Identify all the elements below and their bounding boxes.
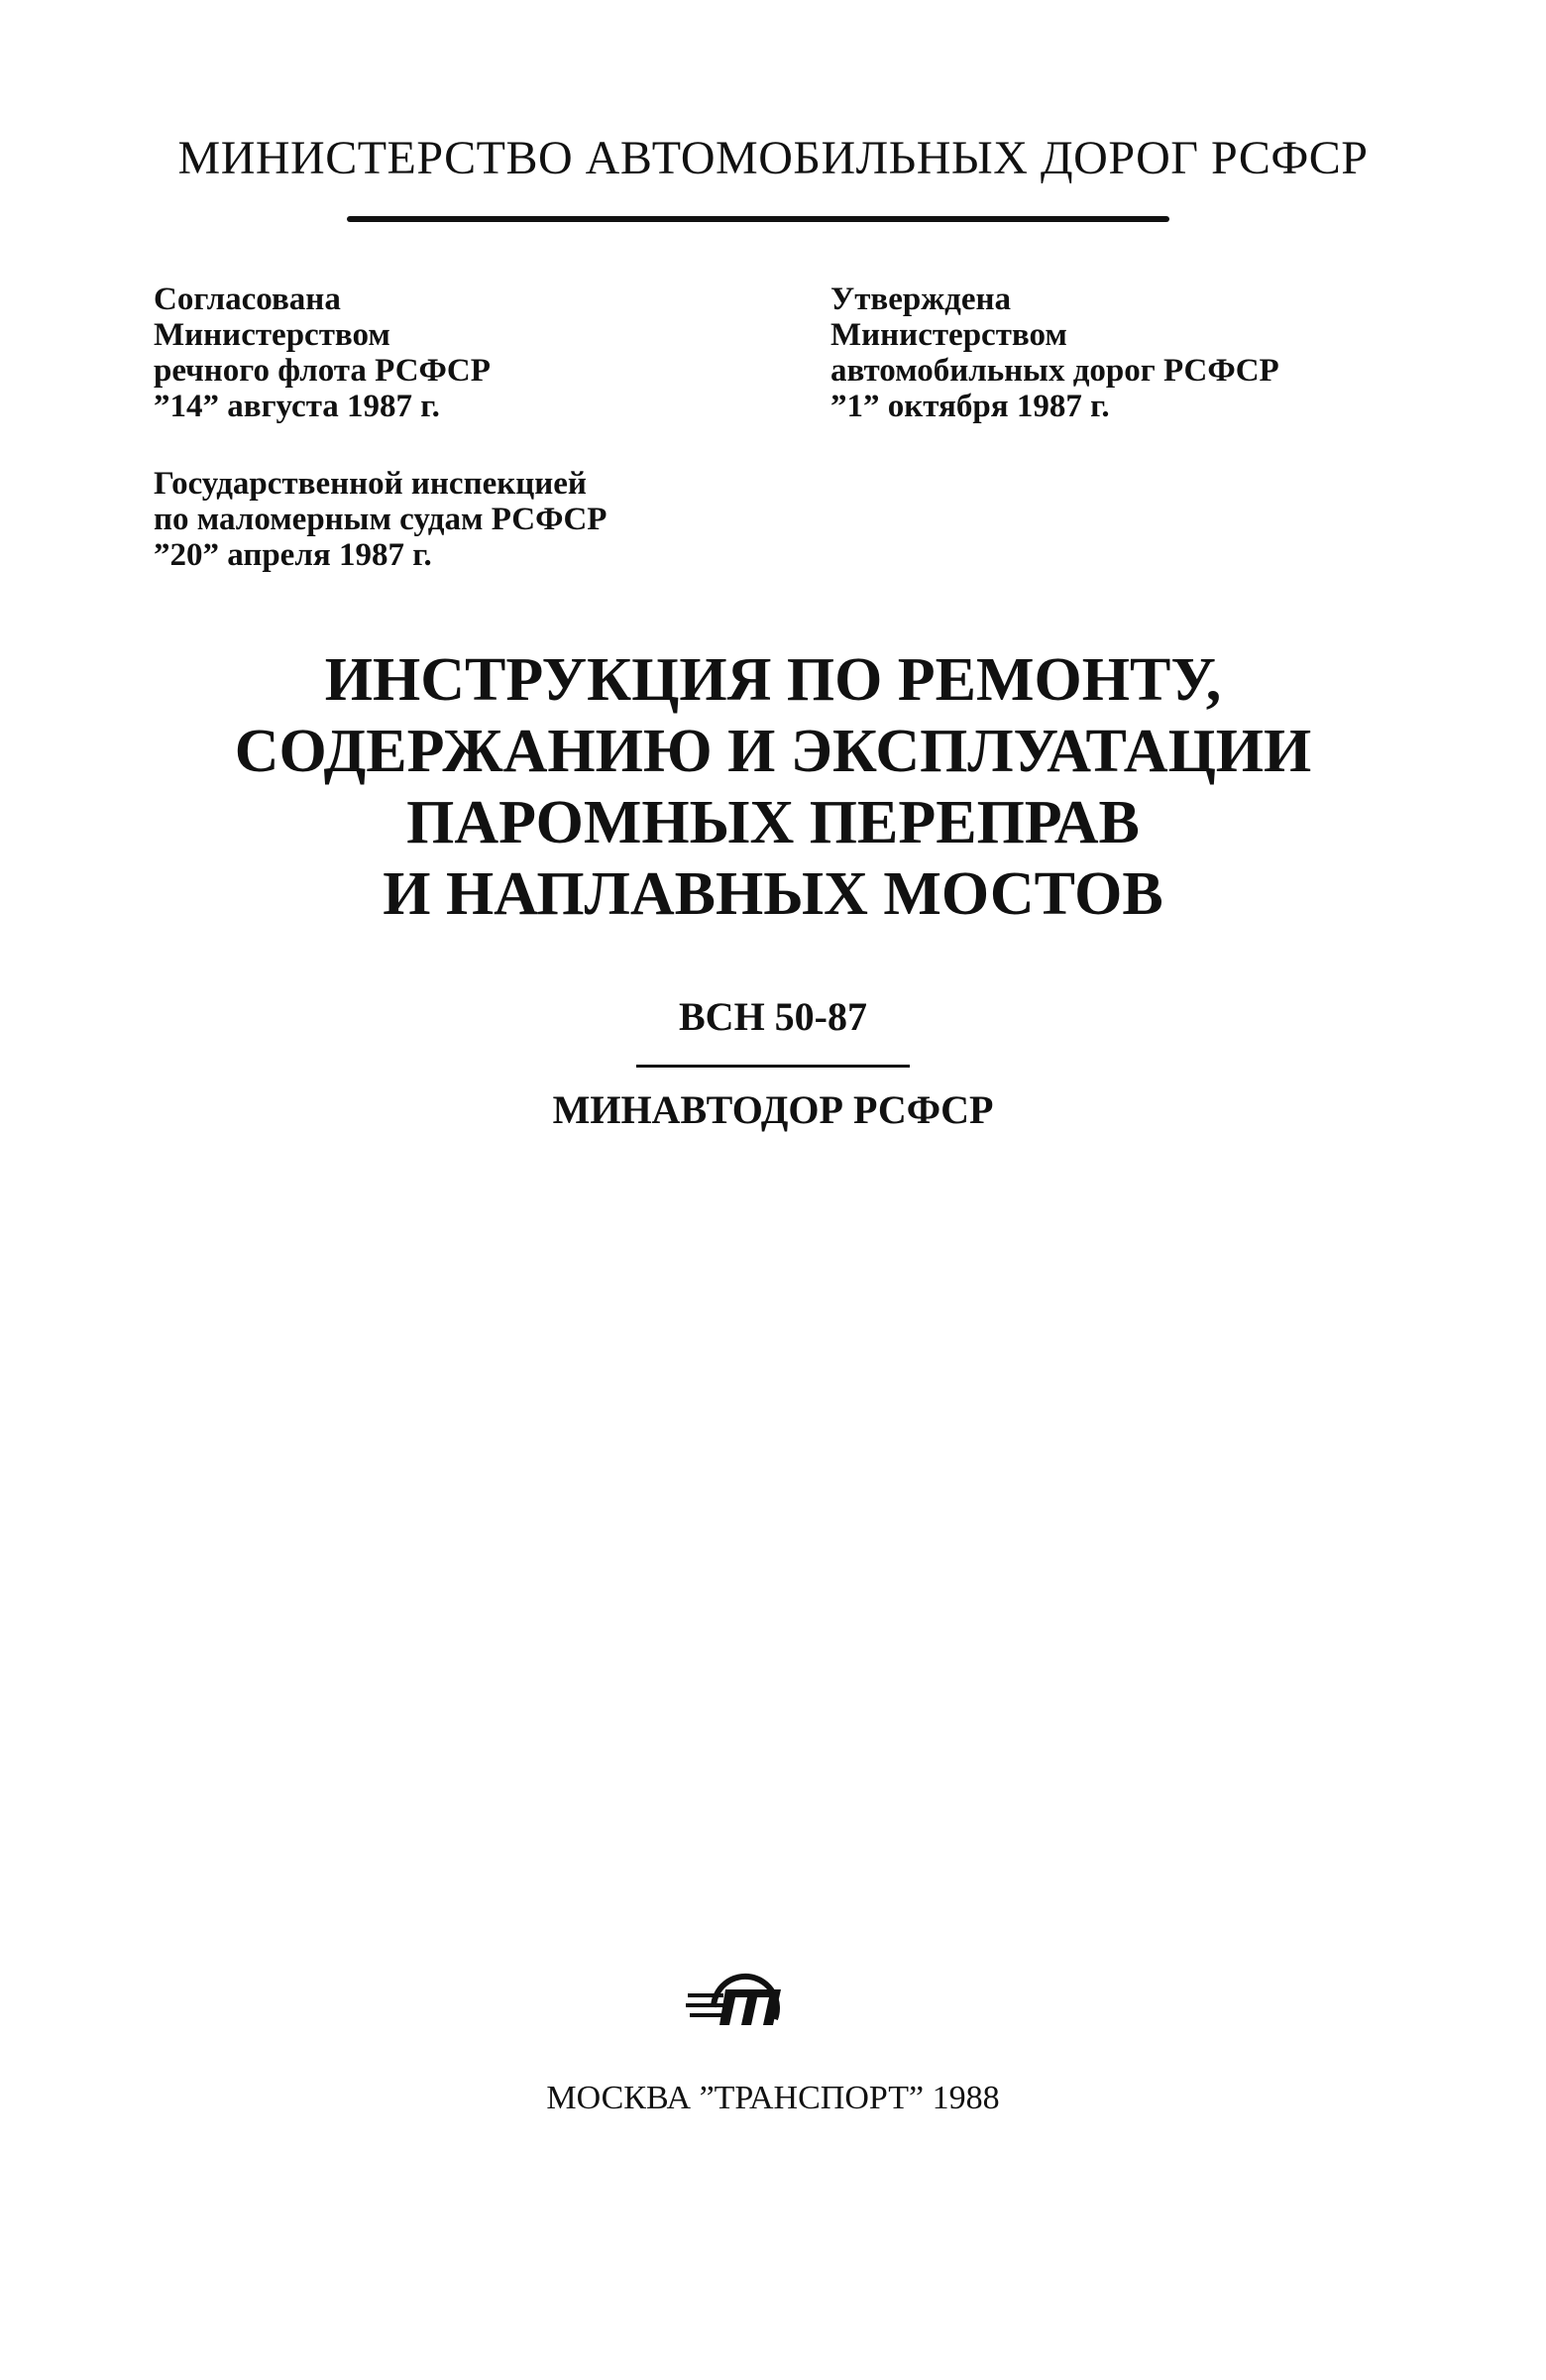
organization-name: МИНАВТОДОР РСФСР (552, 1087, 994, 1132)
inspection-line: по маломерным судам РСФСР (154, 502, 607, 537)
approved-line: автомобильных дорог РСФСР (830, 353, 1279, 389)
code-rule (636, 1065, 910, 1068)
inspection-date: ”20” апреля 1987 г. (154, 537, 432, 573)
ministry-header: МИНИСТЕРСТВО АВТОМОБИЛЬНЫХ ДОРОГ РСФСР (177, 132, 1369, 184)
agreed-line: Согласована (154, 282, 341, 317)
header-rule (347, 216, 1169, 222)
approved-line: Утверждена (830, 282, 1012, 317)
approved-date: ”1” октября 1987 г. (830, 389, 1110, 424)
agreed-block (154, 282, 491, 424)
inspection-block (154, 466, 607, 573)
title-line: ПАРОМНЫХ ПЕРЕПРАВ (406, 789, 1140, 856)
approved-line: Министерством (830, 317, 1067, 353)
publisher-imprint: МОСКВА ”ТРАНСПОРТ” 1988 (546, 2080, 1000, 2116)
title-line: ИНСТРУКЦИЯ ПО РЕМОНТУ, (324, 646, 1222, 714)
document-title (0, 644, 1546, 930)
agreed-line: Министерством (154, 317, 390, 353)
publisher-logo-icon (684, 1968, 803, 2047)
title-line: СОДЕРЖАНИЮ И ЭКСПЛУАТАЦИИ (234, 718, 1312, 785)
title-line: И НАПЛАВНЫХ МОСТОВ (383, 860, 1163, 928)
document-code: ВСН 50-87 (679, 994, 867, 1039)
agreed-line: речного флота РСФСР (154, 353, 491, 389)
agreed-date: ”14” августа 1987 г. (154, 389, 440, 424)
inspection-line: Государственной инспекцией (154, 466, 587, 502)
approved-block (830, 282, 1279, 424)
